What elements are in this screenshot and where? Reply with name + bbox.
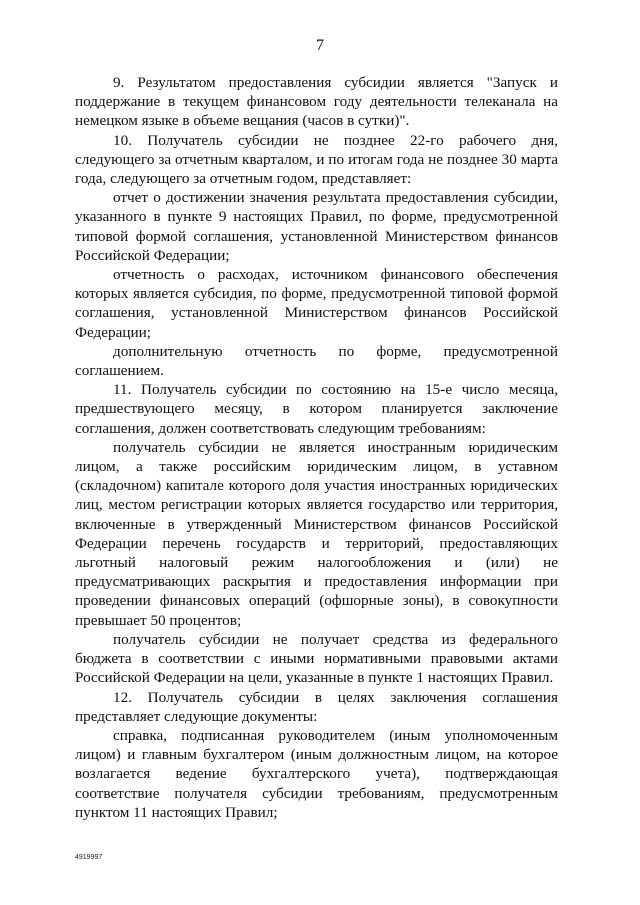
page-number: 7 <box>316 37 324 54</box>
paragraph-10-result-report: отчет о достижении значения результата предоставления субсидии, указанного в пункте 9 настоящих Правил, по форме, предусмотренной типовой формой соглашения, установленной Министерством финансов Российской Федерации; <box>75 189 558 264</box>
paragraph-11-foreign-entity: получатель субсидии не является иностранным юридическим лицом, а также российским юридическим лицом, в уставном (складочном) капитале которого доля участия иностранных юридических лиц, местом регистрации которых является государство или территория, включенные в утвержденный Министерством финансов Российской Федерации перечень государств и территорий, предоставляющих льготный налоговый режим налогообложения и (или) не предусматривающих раскрытия и предоставления информации при проведении финансовых операций (офшорные зоны), в совокупности превышает 50 процентов; <box>75 438 558 629</box>
paragraph-10-additional-report: дополнительную отчетность по форме, предусмотренной соглашением. <box>75 342 558 380</box>
paragraph-9-result: 9. Результатом предоставления субсидии является "Запуск и поддержание в текущем финансовом году деятельности телеканала на немецком языке в объеме вещания (часов в сутки)". <box>75 74 558 130</box>
paragraph-12-certificate: справка, подписанная руководителем (иным уполномоченным лицом) и главным бухгалтером (иным должностным лицом, на которое возлагается ведение бухгалтерского учета), подтверждающая соответствие получателя субсидии требованиям, предусмотренным пунктом 11 настоящих Правил; <box>75 726 558 821</box>
document-body <box>75 73 558 822</box>
paragraph-10-reporting: 10. Получатель субсидии не позднее 22-го рабочего дня, следующего за отчетным кварталом, и по итогам года не позднее 30 марта года, следующего за отчетным годом, представляет: <box>75 131 558 188</box>
paragraph-12-documents: 12. Получатель субсидии в целях заключения соглашения представляет следующие документы: <box>75 688 558 725</box>
document-id: 4919997 <box>75 854 103 861</box>
paragraph-11-requirements: 11. Получатель субсидии по состоянию на 15-е число месяца, предшествующего месяцу, в котором планируется заключение соглашения, должен соответствовать следующим требованиям: <box>75 381 558 437</box>
paragraph-10-expense-report: отчетность о расходах, источником финансового обеспечения которых является субсидия, по форме, предусмотренной типовой формой соглашения, установленной Министерством финансов Российской Федерации; <box>75 266 558 341</box>
paragraph-11-federal-funds: получатель субсидии не получает средства из федерального бюджета в соответствии с иными нормативными правовыми актами Российской Федерации на цели, указанные в пункте 1 настоящих Правил. <box>75 630 558 687</box>
